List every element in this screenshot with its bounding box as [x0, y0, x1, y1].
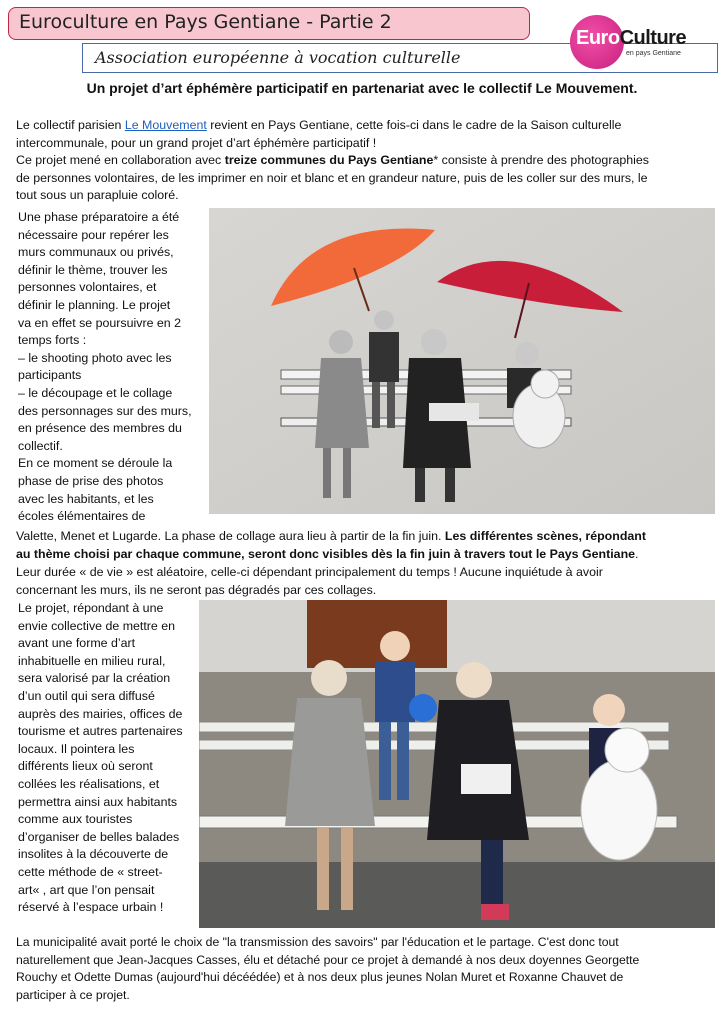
wooden-shutter: [307, 600, 447, 668]
text-line: avec les habitants, et les: [18, 491, 154, 506]
text-line: différents lieux où seront: [18, 759, 153, 774]
text-line: participants: [18, 368, 82, 383]
text-line: va en effet se poursuivre en 2: [18, 315, 182, 330]
middle-line-1: Valette, Menet et Lugarde. La phase de collage aura lieu à partir de la fin juin. Les différentes scènes, répondant: [16, 529, 646, 543]
text-line: La municipalité avait porté le choix de "la transmission des savoirs" par l'éducation et le partage. C'est donc tout: [16, 935, 619, 949]
text-line: nécessaire pour repérer les: [18, 227, 169, 242]
logo-tagline: en pays Gentiane: [626, 50, 681, 57]
page-title: Euroculture en Pays Gentiane - Partie 2: [19, 11, 392, 33]
intro-line-2: intercommunale, pour un grand projet d’art éphémère participatif !: [16, 136, 377, 150]
text-line: Le projet, répondant à une: [18, 601, 164, 615]
text-line: définir le planning. Le projet: [18, 297, 171, 312]
text-line: auprès des mairies, offices de: [18, 706, 183, 721]
text-line: cette méthode de « street-: [18, 864, 163, 879]
intro-line-5: tout sous un parapluie coloré.: [16, 188, 179, 202]
text-line: locaux. Il pointera les: [18, 741, 135, 756]
text-line: collées les réalisations, et: [18, 776, 160, 791]
text-line: personnes volontaires, et: [18, 280, 157, 295]
text-line: envie collective de mettre en: [18, 618, 176, 633]
text-line: tourisme et autres partenaires: [18, 724, 183, 739]
text-line: art« , art que l’on pensait: [18, 882, 155, 897]
le-mouvement-link[interactable]: Le Mouvement: [124, 118, 207, 132]
text-line: d’organiser de belles balades: [18, 829, 180, 844]
text-line: Une phase préparatoire a été: [18, 210, 180, 224]
text-line: insolites à la découverte de: [18, 847, 169, 862]
text-line: – le shooting photo avec les: [18, 350, 172, 365]
intro-line-4: de personnes volontaires, de les imprimer en noir et blanc et en grandeur nature, puis de les coller sur des murs, le: [16, 171, 648, 185]
text-line: collectif.: [18, 438, 63, 453]
headline: Un projet d’art éphémère participatif en partenariat avec le collectif Le Mouvement.: [86, 80, 638, 96]
left-column-1: [18, 209, 192, 526]
intro-line-1: Le collectif parisien Le Mouvement revient en Pays Gentiane, cette fois-ci dans le cadre de la Saison culturelle: [16, 118, 622, 132]
middle-line-2: au thème choisi par chaque commune, seront donc visibles dès la fin juin à travers tout le Pays Gentiane.: [16, 547, 639, 561]
text-line: permettra ainsi aux habitants: [18, 794, 178, 809]
logo-wordmark: EuroCulture: [576, 27, 687, 49]
text-line: participer à ce projet.: [16, 987, 130, 1002]
subtitle: Association européenne à vocation culturelle: [95, 48, 461, 67]
page-title-banner: [8, 7, 530, 40]
text-line: En ce moment se déroule la: [18, 456, 173, 471]
middle-line-4: concernant les murs, ils ne seront pas dégradés par ces collages.: [16, 583, 377, 597]
intro-line-3: Ce projet mené en collaboration avec treize communes du Pays Gentiane* consiste à prendre des photographies: [16, 153, 649, 167]
participants-illustration: [199, 600, 715, 928]
text-line: naturellement que Jean-Jacques Casses, élu et détaché pour ce projet à demandé à nos deux doyennes Georgette: [16, 952, 640, 967]
street-art-illustration: [209, 208, 715, 514]
text-line: murs communaux ou privés,: [18, 245, 174, 260]
text-line: définir le thème, trouver les: [18, 262, 168, 277]
street-art-wall-photo: [209, 208, 715, 514]
text-line: d’un outil qui sera diffusé: [18, 688, 155, 703]
text-line: phase de prise des photos: [18, 473, 164, 488]
text-line: des personnages sur des murs,: [18, 403, 192, 418]
text-line: réservé à l’espace urbain !: [18, 900, 164, 915]
text-line: – le découpage et le collage: [18, 385, 173, 400]
text-line: inhabituelle en milieu rural,: [18, 653, 166, 668]
euroculture-logo: [570, 15, 687, 69]
text-line: avant une forme d’art: [18, 636, 136, 651]
participants-bench-photo: [199, 600, 715, 928]
text-line: écoles élémentaires de: [18, 509, 146, 524]
text-line: comme aux touristes: [18, 812, 133, 827]
text-line: temps forts :: [18, 333, 87, 348]
middle-line-3: Leur durée « de vie » est aléatoire, celle-ci dépendant principalement du temps ! Aucune inquiétude à avoir: [16, 565, 603, 579]
closing-paragraph: [16, 934, 639, 1004]
text-line: Rouchy et Odette Dumas (aujourd'hui décéédée) et à nos deux plus jeunes Nolan Muret et Roxanne Chauvet de: [16, 970, 624, 985]
text-line: sera valorisé par la création: [18, 671, 171, 686]
text-line: en présence des membres du: [18, 421, 182, 436]
left-column-2: [18, 600, 183, 917]
